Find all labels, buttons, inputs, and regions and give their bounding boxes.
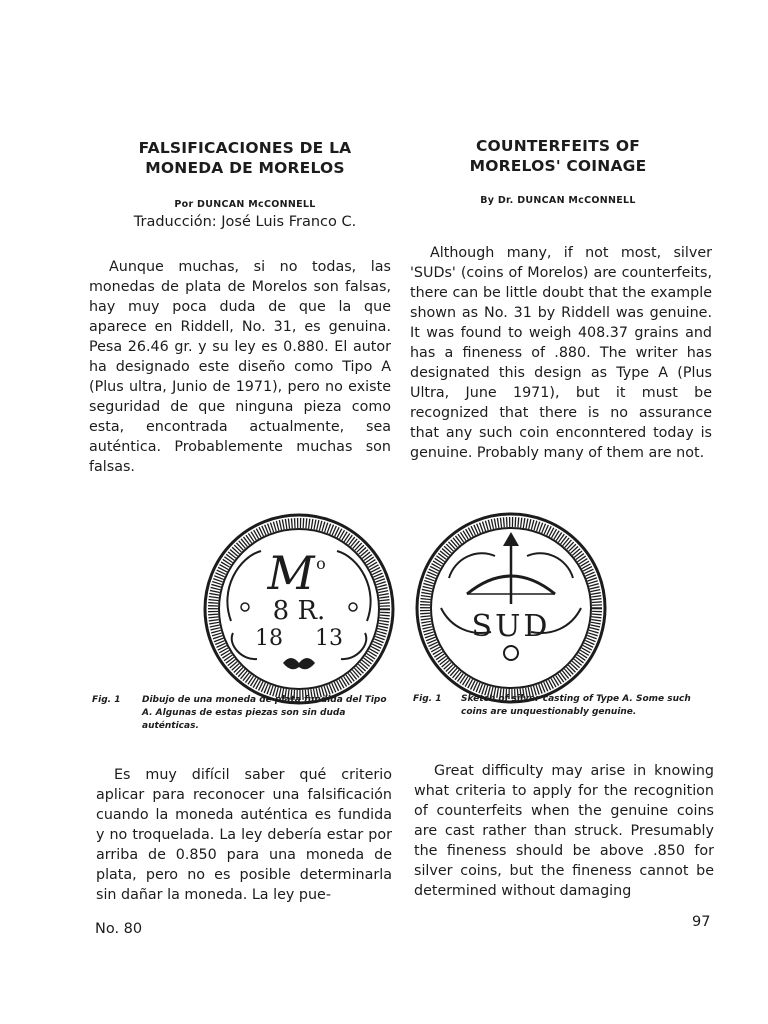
- spanish-header: [95, 138, 395, 178]
- coin-monogram-small: o: [316, 554, 326, 573]
- spanish-title-line2: MONEDA DE MORELOS: [145, 159, 345, 177]
- coin-denomination: 8 R.: [272, 596, 326, 626]
- coin-reverse-illustration: [411, 508, 611, 708]
- spanish-byline: Por DUNCAN McCONNELL: [174, 199, 316, 210]
- issue-number: No. 80: [95, 921, 143, 937]
- spanish-paragraph-1: Aunque muchas, si no todas, las monedas de plata de Morelos son falsas, hay muy poca duda de que la que aparece en Riddell, No. 31, es genuina. Pesa 26.46 gr. y su ley es 0.880. El autor ha designado este diseño como Tipo A (Plus ultra, Junio de 1971), pero no existe seguridad de que ninguna pieza como esta, encontrada actualmente, sea auténtica. Probablemente muchas son falsas.: [89, 259, 391, 475]
- spanish-title-line1: FALSIFICACIONES DE LA: [138, 139, 352, 157]
- spanish-translator: Traducción: José Luis Franco C.: [133, 214, 357, 230]
- english-paragraph-2: Great difficulty may arise in knowing what criteria to apply for the recognition of counterfeits when the genuine coins are cast rather than struck. Presumably the fineness should be above .850 for silver coins, but the fineness cannot be determined without damaging: [414, 763, 714, 899]
- spanish-caption-label: Fig. 1: [92, 695, 121, 705]
- page-number: 97: [692, 914, 711, 930]
- english-paragraph-1: Although many, if not most, silver 'SUDs' (coins of Morelos) are counterfeits, there can be little doubt that the example shown as No. 31 by Riddell was genuine. It was found to weigh 408.37 grains and has a fineness of .880. The writer has designated this design as Type A (Plus Ultra, June 1971), but it must be recognized that there is no assurance that any such coin enconntered today is genuine. Probably many of them are not.: [410, 245, 712, 461]
- english-caption: [413, 693, 719, 723]
- coin-obverse-illustration: [199, 509, 399, 709]
- english-header: [408, 136, 708, 176]
- english-byline: By Dr. DUNCAN McCONNELL: [480, 195, 636, 206]
- english-caption-text: Sketch of silver casting of Type A. Some such coins are unquestionably genuine.: [461, 694, 691, 717]
- english-caption-label: Fig. 1: [413, 694, 442, 704]
- coin-reverse-legend: SUD: [471, 609, 551, 644]
- coin-year-left: 18: [255, 626, 283, 651]
- coin-monogram: M: [267, 546, 315, 600]
- english-title-line2: MORELOS' COINAGE: [469, 157, 647, 175]
- coin-year-right: 13: [315, 626, 343, 651]
- spanish-caption: [92, 694, 398, 734]
- spanish-paragraph-2: Es muy difícil saber qué criterio aplicar para reconocer una falsificación cuando la moneda auténtica es fundida y no troquelada. La ley debería estar por arriba de 0.850 para una moneda de plata, pero no es posible determinarla sin dañar la moneda. La ley pue-: [96, 767, 392, 903]
- english-title-line1: COUNTERFEITS OF: [475, 137, 641, 155]
- spanish-caption-text: Dibujo de una moneda de plata fundida del Tipo A. Algunas de estas piezas son sin duda auténticas.: [142, 695, 387, 731]
